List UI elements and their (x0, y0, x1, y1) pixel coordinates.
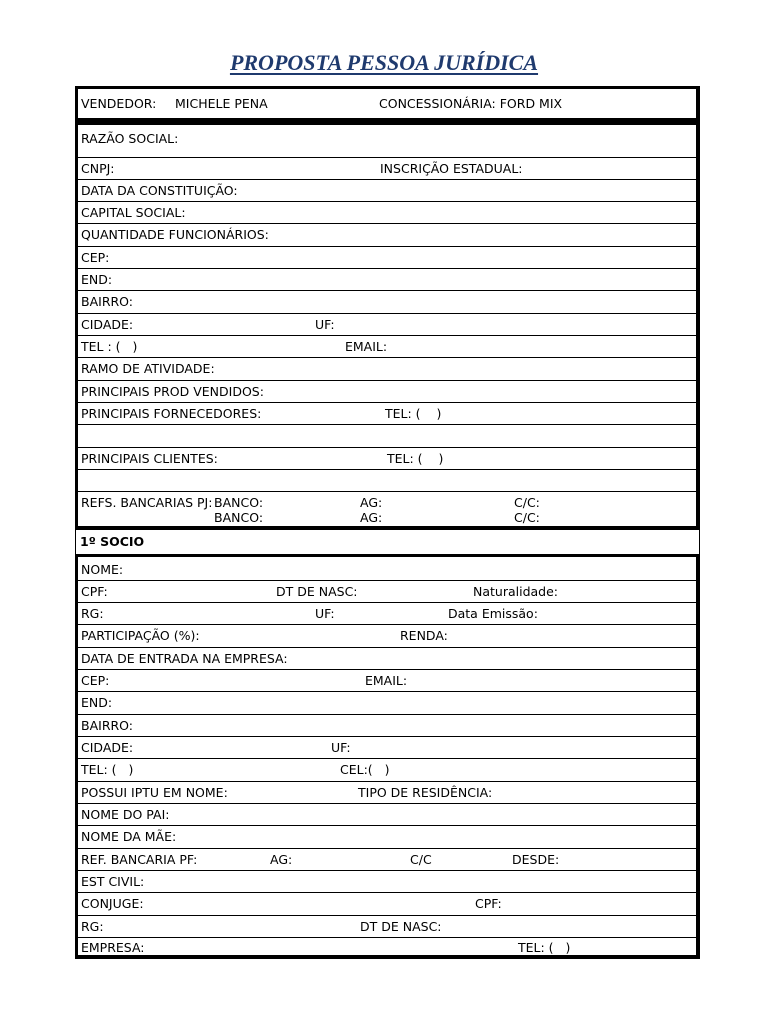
row-socio-nome-mae (78, 826, 696, 849)
socio-tel-field[interactable]: TEL: ( ) (81, 762, 134, 777)
razao-social-field[interactable]: RAZÃO SOCIAL: (81, 131, 179, 146)
socio-participacao-field[interactable]: PARTICIPAÇÃO (%): (81, 628, 200, 643)
row-data-constituicao (78, 180, 696, 202)
title-text: PROPOSTA PESSOA JURÍDICA (229, 50, 539, 75)
socio-box (75, 554, 700, 959)
vendedor-value: MICHELE PENA (175, 96, 268, 111)
socio-data-emissao-field[interactable]: Data Emissão: (448, 606, 538, 621)
capital-social-field[interactable]: CAPITAL SOCIAL: (81, 205, 186, 220)
socio-heading-row (75, 530, 700, 554)
socio-email-field[interactable]: EMAIL: (365, 673, 408, 688)
row-clientes-blank[interactable] (78, 470, 696, 492)
cnpj-field[interactable]: CNPJ: (81, 161, 115, 176)
row-socio-data-entrada (78, 648, 696, 670)
socio-rg-field[interactable]: RG: (81, 606, 104, 621)
row-socio-empresa (78, 938, 696, 958)
row-socio-est-civil (78, 871, 696, 893)
row-qtd-funcionarios (78, 224, 696, 247)
socio-cc-field[interactable]: C/C (410, 852, 432, 867)
socio-uf-field[interactable]: UF: (315, 606, 335, 621)
socio-empresa-field[interactable]: EMPRESA: (81, 940, 145, 955)
row-socio-participacao (78, 625, 696, 648)
row-cep (78, 247, 696, 269)
fornecedores-tel-field[interactable]: TEL: ( ) (385, 406, 442, 421)
row-socio-cep (78, 670, 696, 692)
cc-1-field[interactable]: C/C: (514, 495, 540, 510)
row-refs-bancarias (78, 492, 696, 529)
row-socio-nome-pai (78, 804, 696, 826)
row-ramo (78, 358, 696, 381)
socio-ag-field[interactable]: AG: (270, 852, 293, 867)
ramo-atividade-field[interactable]: RAMO DE ATIVIDADE: (81, 361, 215, 376)
row-socio-bairro (78, 715, 696, 737)
row-socio-conjuge-rg (78, 916, 696, 938)
data-constituicao-field[interactable]: DATA DA CONSTITUIÇÃO: (81, 183, 238, 198)
row-socio-cpf (78, 581, 696, 603)
row-clientes (78, 448, 696, 470)
cc-2-field[interactable]: C/C: (514, 510, 540, 525)
row-socio-tel (78, 759, 696, 782)
cidade-field[interactable]: CIDADE: (81, 317, 134, 332)
row-socio-end (78, 692, 696, 715)
row-end (78, 269, 696, 291)
ag-1-field[interactable]: AG: (360, 495, 383, 510)
row-tel (78, 336, 696, 358)
inscricao-estadual-field[interactable]: INSCRIÇÃO ESTADUAL: (380, 161, 523, 176)
socio-cpf-field[interactable]: CPF: (81, 584, 108, 599)
socio-bairro-field[interactable]: BAIRRO: (81, 718, 134, 733)
bairro-field[interactable]: BAIRRO: (81, 294, 134, 309)
socio-nome-pai-field[interactable]: NOME DO PAI: (81, 807, 170, 822)
row-socio-rg (78, 603, 696, 625)
socio-cidade-field[interactable]: CIDADE: (81, 740, 134, 755)
row-cnpj (78, 158, 696, 180)
socio-cep-field[interactable]: CEP: (81, 673, 110, 688)
clientes-field[interactable]: PRINCIPAIS CLIENTES: (81, 451, 218, 466)
socio-dt-nasc-field[interactable]: DT DE NASC: (276, 584, 358, 599)
row-cidade (78, 314, 696, 336)
socio-cel-field[interactable]: CEL:( ) (340, 762, 390, 777)
socio-nome-field[interactable]: NOME: (81, 562, 124, 577)
socio-heading: 1º SOCIO (80, 534, 145, 549)
socio-renda-field[interactable]: RENDA: (400, 628, 448, 643)
socio-cidade-uf-field[interactable]: UF: (331, 740, 351, 755)
row-socio-ref-bancaria (78, 849, 696, 871)
socio-tipo-residencia-field[interactable]: TIPO DE RESIDÊNCIA: (358, 785, 493, 800)
row-socio-conjuge (78, 893, 696, 916)
socio-nome-mae-field[interactable]: NOME DA MÃE: (81, 829, 177, 844)
socio-end-field[interactable]: END: (81, 695, 113, 710)
row-socio-cidade (78, 737, 696, 759)
page-title (0, 50, 768, 76)
end-field[interactable]: END: (81, 272, 113, 287)
row-socio-nome (78, 557, 696, 581)
socio-conjuge-cpf-field[interactable]: CPF: (475, 896, 502, 911)
socio-ref-bancaria-field[interactable]: REF. BANCARIA PF: (81, 852, 198, 867)
socio-iptu-field[interactable]: POSSUI IPTU EM NOME: (81, 785, 228, 800)
socio-empresa-tel-field[interactable]: TEL: ( ) (518, 940, 571, 955)
socio-conjuge-rg-field[interactable]: RG: (81, 919, 104, 934)
socio-est-civil-field[interactable]: EST CIVIL: (81, 874, 145, 889)
banco-1-field[interactable]: BANCO: (214, 495, 264, 510)
row-capital-social (78, 202, 696, 224)
tel-field[interactable]: TEL : ( ) (81, 339, 138, 354)
row-razao-social (78, 125, 696, 158)
row-fornecedores-blank[interactable] (78, 425, 696, 448)
vendedor-box (75, 86, 700, 122)
socio-data-entrada-field[interactable]: DATA DE ENTRADA NA EMPRESA: (81, 651, 288, 666)
socio-desde-field[interactable]: DESDE: (512, 852, 560, 867)
socio-conjuge-dt-nasc-field[interactable]: DT DE NASC: (360, 919, 442, 934)
qtd-funcionarios-field[interactable]: QUANTIDADE FUNCIONÁRIOS: (81, 227, 269, 242)
prod-vendidos-field[interactable]: PRINCIPAIS PROD VENDIDOS: (81, 384, 264, 399)
banco-2-field[interactable]: BANCO: (214, 510, 264, 525)
socio-conjuge-field[interactable]: CONJUGE: (81, 896, 144, 911)
socio-naturalidade-field[interactable]: Naturalidade: (473, 584, 559, 599)
clientes-tel-field[interactable]: TEL: ( ) (387, 451, 444, 466)
fornecedores-field[interactable]: PRINCIPAIS FORNECEDORES: (81, 406, 262, 421)
refs-bancarias-label: REFS. BANCARIAS PJ: (81, 495, 213, 510)
uf-field[interactable]: UF: (315, 317, 335, 332)
row-prod-vendidos (78, 381, 696, 403)
concessionaria-field: CONCESSIONÁRIA: FORD MIX (379, 96, 563, 111)
row-socio-iptu (78, 782, 696, 804)
empresa-box (75, 122, 700, 530)
cep-field[interactable]: CEP: (81, 250, 110, 265)
vendedor-label: VENDEDOR: (81, 96, 157, 111)
row-bairro (78, 291, 696, 314)
email-field[interactable]: EMAIL: (345, 339, 388, 354)
ag-2-field[interactable]: AG: (360, 510, 383, 525)
row-fornecedores (78, 403, 696, 425)
